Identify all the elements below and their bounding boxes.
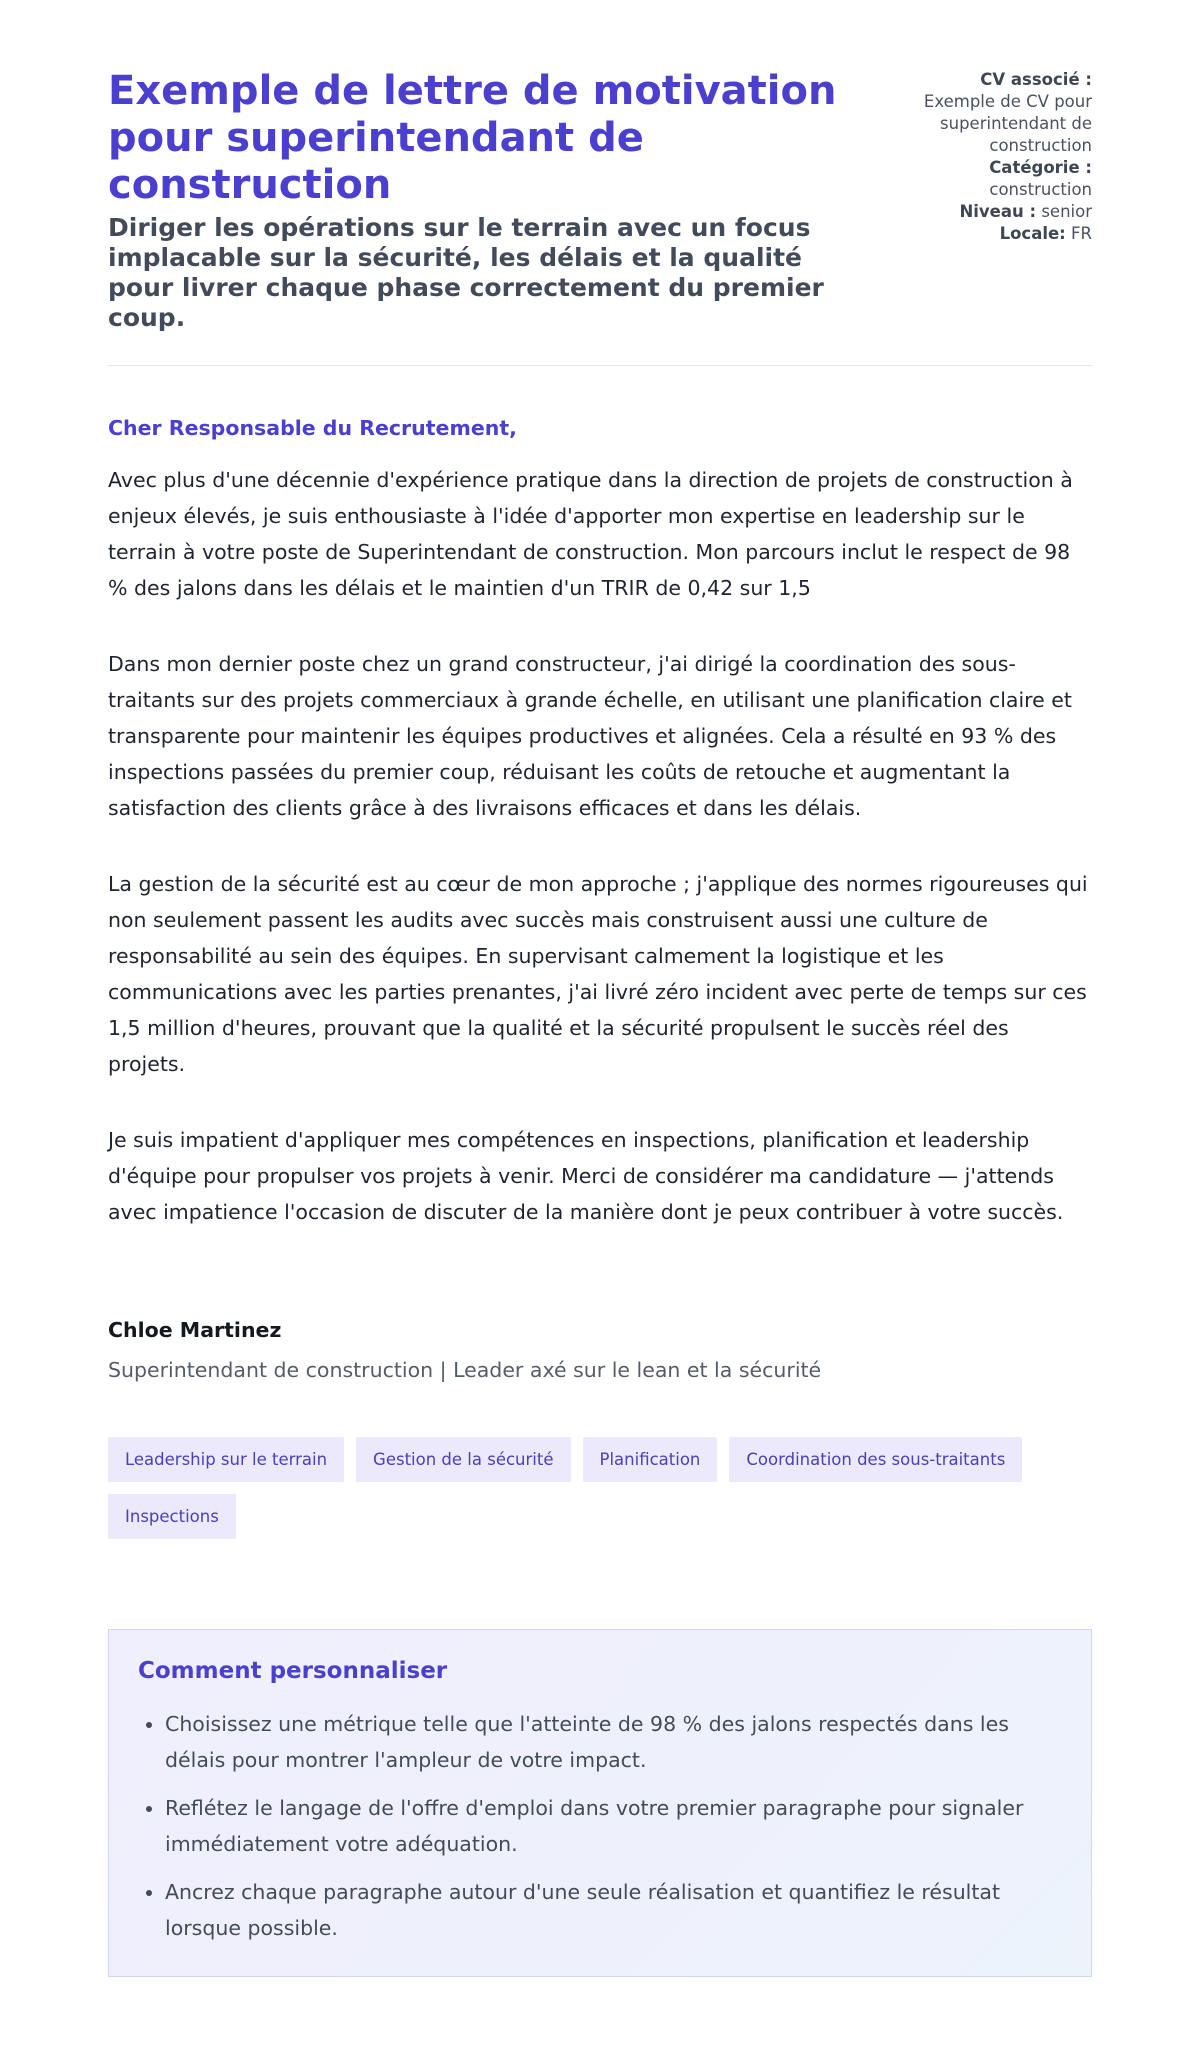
meta-level-label: Niveau : [959,202,1037,221]
tips-title: Comment personnaliser [138,1658,448,1684]
meta-category-label-row [856,157,1092,179]
letter-paragraph: La gestion de la sécurité est au cœur de mon approche ; j'applique des normes rigoureuses qui non seulement passent les audits avec succès mais construisent aussi une culture de responsabilité au sein des équipes. En supervisant calmement la logistique et les communications avec les parties prenantes, j'ai livré zéro incident avec perte de temps sur ces 1,5 million d'heures, prouvant que la qualité et la sécurité propulsent le succès réel des projets. [108,872,1088,1076]
title-block [108,68,856,333]
customization-tips [108,1629,1092,1977]
tips-list [138,1706,1062,1946]
skill-tag: Inspections [108,1494,236,1539]
meta-level-row [856,201,1092,223]
meta-cv-value: Exemple de CV pour superintendant de construction [923,92,1092,155]
skill-tag: Planification [583,1437,718,1482]
meta-category-label: Catégorie : [989,158,1092,177]
header-divider [108,365,1092,366]
meta-cv-label: CV associé : [980,70,1092,89]
tip-item: • Ancrez chaque paragraphe autour d'une seule réalisation et quantifiez le résultat lorsque possible. [165,1874,1062,1946]
meta-locale-value: FR [1071,224,1092,243]
tip-item: • Reflétez le langage de l'offre d'emploi dans votre premier paragraphe pour signaler immédiatement votre adéquation. [165,1790,1062,1862]
page-subtitle: Diriger les opérations sur le terrain avec un focus implacable sur la sécurité, les délais et la qualité pour livrer chaque phase correctement du premier coup. [108,213,824,332]
letter-paragraph: Je suis impatient d'appliquer mes compétences en inspections, planification et leadership d'équipe pour propulser vos projets à venir. Merci de considérer ma candidature — j'attends avec impatience l'occasion de discuter de la manière dont je peux contribuer à votre succès. [108,1128,1064,1224]
signature-role: Superintendant de construction | Leader axé sur le lean et la sécurité [108,1358,822,1382]
meta-locale-label: Locale: [999,224,1066,243]
meta-category-value: construction [989,180,1092,199]
meta-panel [856,68,1092,245]
meta-level-value: senior [1041,202,1092,221]
tip-item: • Choisissez une métrique telle que l'atteinte de 98 % des jalons respectés dans les délais pour montrer l'ampleur de votre impact. [165,1706,1062,1778]
letter-paragraph: Dans mon dernier poste chez un grand constructeur, j'ai dirigé la coordination des sous-traitants sur des projets commerciaux à grande échelle, en utilisant une planification claire et transparente pour maintenir les équipes productives et alignées. Cela a résulté en 93 % des inspections passées du premier coup, réduisant les coûts de retouche et augmentant la satisfaction des clients grâce à des livraisons efficaces et dans les délais. [108,652,1072,820]
page-title: Exemple de lettre de motivation pour superintendant de construction [108,68,837,208]
skill-tag: Leadership sur le terrain [108,1437,344,1482]
skill-tags [108,1437,1092,1539]
signature-name: Chloe Martinez [108,1318,282,1342]
skill-tag: Gestion de la sécurité [356,1437,570,1482]
meta-cv-label-row [856,69,1092,91]
skill-tag: Coordination des sous-traitants [729,1437,1022,1482]
letter-body [108,462,1092,1230]
salutation: Cher Responsable du Recrutement, [108,416,517,440]
meta-locale-row [856,223,1092,245]
page-header [108,68,1092,333]
letter-paragraph: Avec plus d'une décennie d'expérience pratique dans la direction de projets de construction à enjeux élevés, je suis enthousiaste à l'idée d'apporter mon expertise en leadership sur le terrain à votre poste de Superintendant de construction. Mon parcours inclut le respect de 98 % des jalons dans les délais et le maintien d'un TRIR de 0,42 sur 1,5 [108,468,1073,600]
